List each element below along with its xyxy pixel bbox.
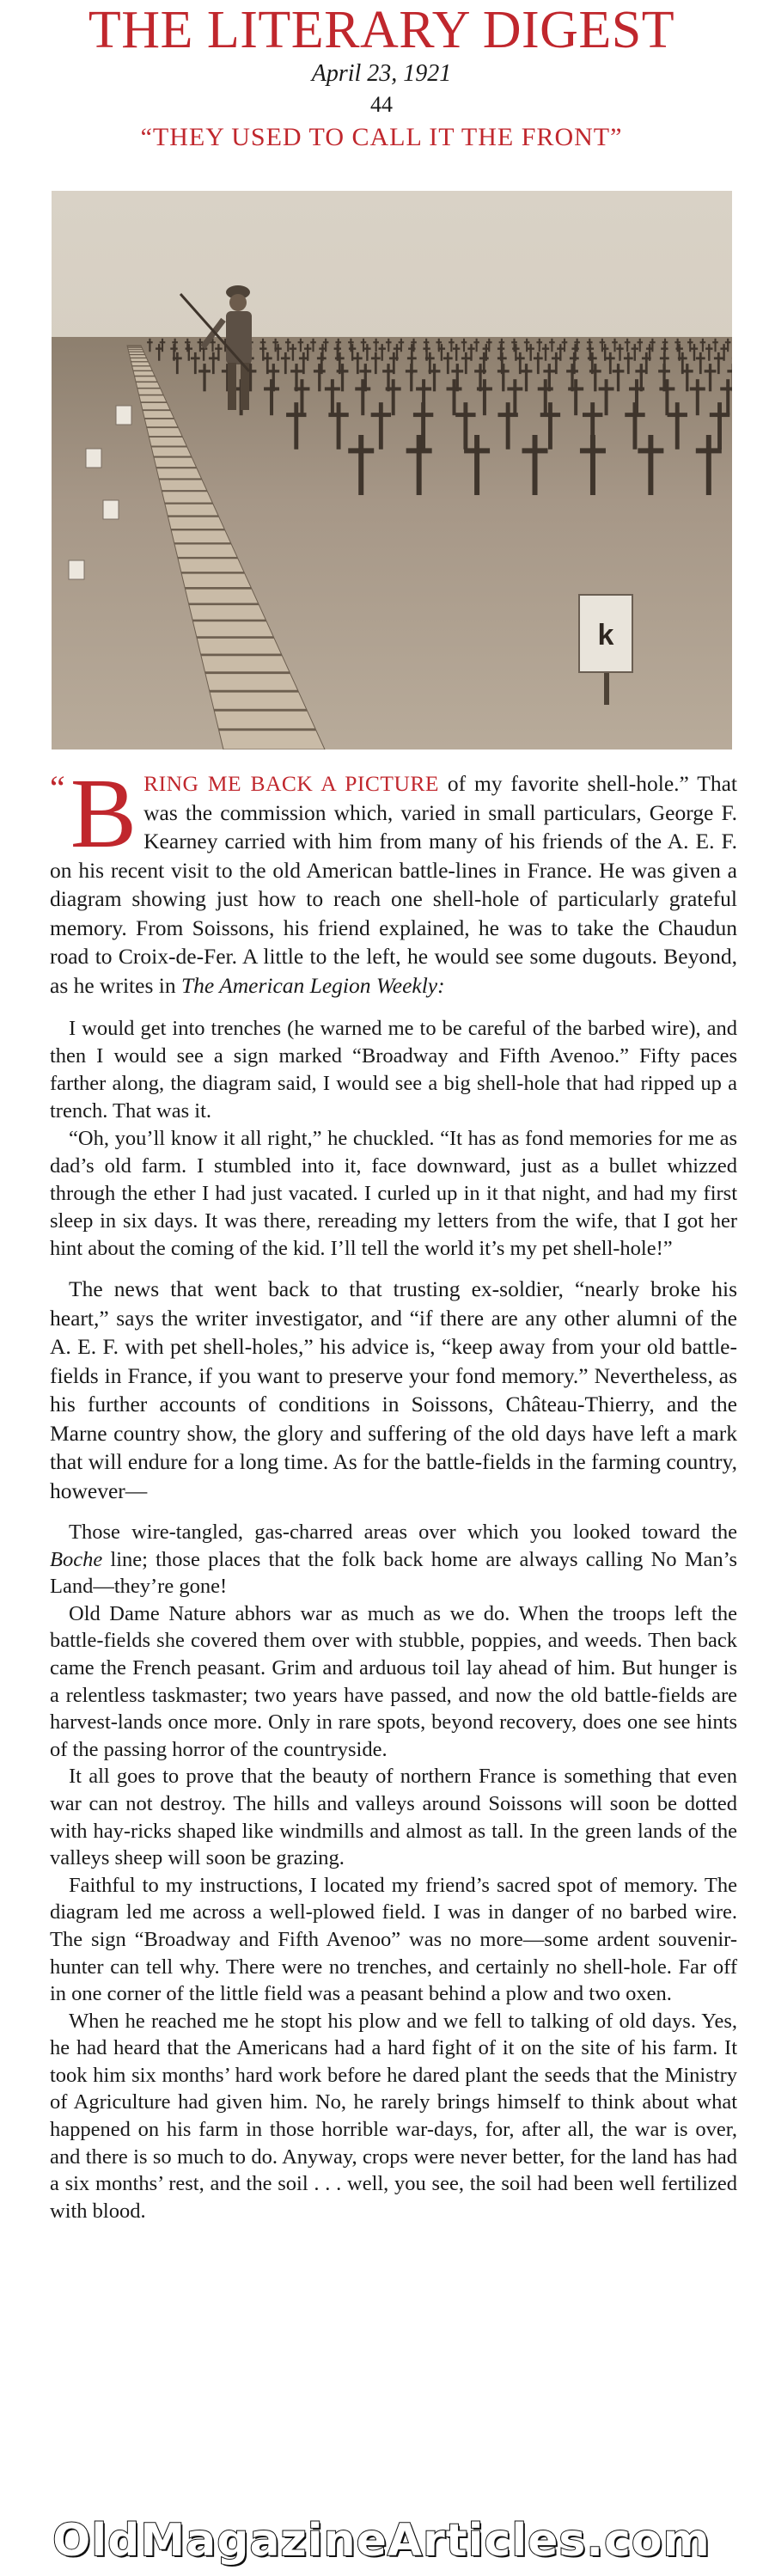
opening-quote-mark: “ [50,768,65,807]
article-body-paragraph: The news that went back to that trusting ex-soldier, “nearly broke his heart,” says the writer investigator, and “if there are any other alumni of the A. E. F. with pet shell-holes,” his advice is, “keep away from your old battle-fields in France, if you want to preserve your fond memory.” Nevertheless, as his further accounts of conditions in Soissons, Château-Thierry, and the Marne country show, the glory and suffering of the old days have left a mark that will endure for a long time. As for the battle-fields in the farming country, however— [50,1276,737,1503]
quote-paragraph [50,1519,737,1600]
quote-paragraph: Faithful to my instructions, I located my friend’s sacred spot of memory. The diagram led me across a well-plowed field. I was in danger of no barbed wire. The sign “Broadway and Fifth Avenoo” was no more—some ardent souvenir-hunter can tell why. There were no trenches, and certainly no shell-hole. Far off in one corner of the little field was a peasant behind a plow and two oxen. [50,1873,737,2006]
grave-marker-letter: k [597,619,614,652]
source-publication: The American Legion Weekly: [180,972,445,998]
grave-marker [103,500,119,519]
footer-site-name: OldMagazineArticles.com [52,2515,711,2567]
grave-marker [86,449,101,468]
quote-paragraph: It all goes to prove that the beauty of northern France is something that even war can not destroy. The hills and valleys around Soissons will soon be dotted with hay-ricks shaped like windmills and almost as tall. In the green lands of the valleys sheep will soon be grazing. [50,1765,737,1870]
lead-small-caps: RING ME BACK A PICTURE [143,771,439,796]
quote-paragraph: When he reached me he stopt his plow and we fell to talking of old days. Yes, he had heard that the Americans had a hard fight of it on the site of his farm. It took him six months’ hard work before he dared plant the seeds that the Ministry of Agriculture had given him. No, he rarely brings himself to think about what happened on his farm in those horrible war-days, for, after all, the war is over, and there is so much to do. Anyway, crops were never better, for the land has had a six months’ rest, and the soil . . . well, you see, the soil had been well fertilized with blood. [50,2009,737,2223]
lead-text: of my favorite shell-hole.” That was the commission which, varied in small particulars, George F. Kearney carried with him from many of his friends of the A. E. F. on his recent visit to the old American battle-lines in France. He was given a diagram showing just how to reach one shell-hole of particularly grateful memory. From Soissons, his friend explained, he was to take the Chaudun road to Croix-de-Fer. A little to the left, he would see some dugouts. Beyond, as he writes in [50,771,737,998]
quote-paragraph: I would get into trenches (he warned me to be careful of the barbed wire), and then I would see a sign marked “Broadway and Fifth Avenoo.” Fifty paces farther along, the diagram said, I would see a big shell-hole that had ripped up a trench. That was it. [50,1017,737,1123]
quote-italic: Boche [50,1547,103,1571]
article-headline: “THEY USED TO CALL IT THE FRONT” [140,123,623,151]
quote-paragraph: “Oh, you’ll know it all right,” he chuckled. “It has as fond memories for me as dad’s old farm. I stumbled into it, face downward, just as a bullet whizzed through the ether I had just vacated. I curled up in it that night, and had my first sleep in six days. It was there, rereading my letters from the wife, that I got her hint about the coming of the kid. I’ll tell the world it’s my pet shell-hole!” [50,1127,737,1260]
kearney-quote-block [50,1015,737,1263]
drop-cap: B [70,759,137,869]
battlefield-quote-block [50,1519,737,2224]
article-body [50,759,737,2224]
cemetery-photo [52,191,732,750]
page-number: 44 [370,92,393,117]
issue-date: April 23, 1921 [311,60,452,87]
quote-text: Those wire-tangled, gas-charred areas over which you looked toward the [69,1521,737,1544]
grave-marker [116,406,131,425]
article-lead-paragraph [50,759,737,1000]
masthead-title: THE LITERARY DIGEST [88,1,675,59]
cemetery-photo-drawing [52,191,732,750]
quote-text: line; those places that the folk back home are always calling No Man’s Land—they’re gone! [50,1547,737,1599]
grave-marker [69,560,84,579]
quote-paragraph: Old Dame Nature abhors war as much as we do. When the troops left the battle-fields she covered them over with stubble, poppies, and weeds. Then back came the French peasant. Grim and arduous toil lay ahead of him. But hunger is a relentless taskmaster; two years have passed, and now the old battle-fields are harvest-lands once more. Only in rare spots, beyond recovery, does one see hints of the passing horror of the countryside. [50,1601,737,1761]
